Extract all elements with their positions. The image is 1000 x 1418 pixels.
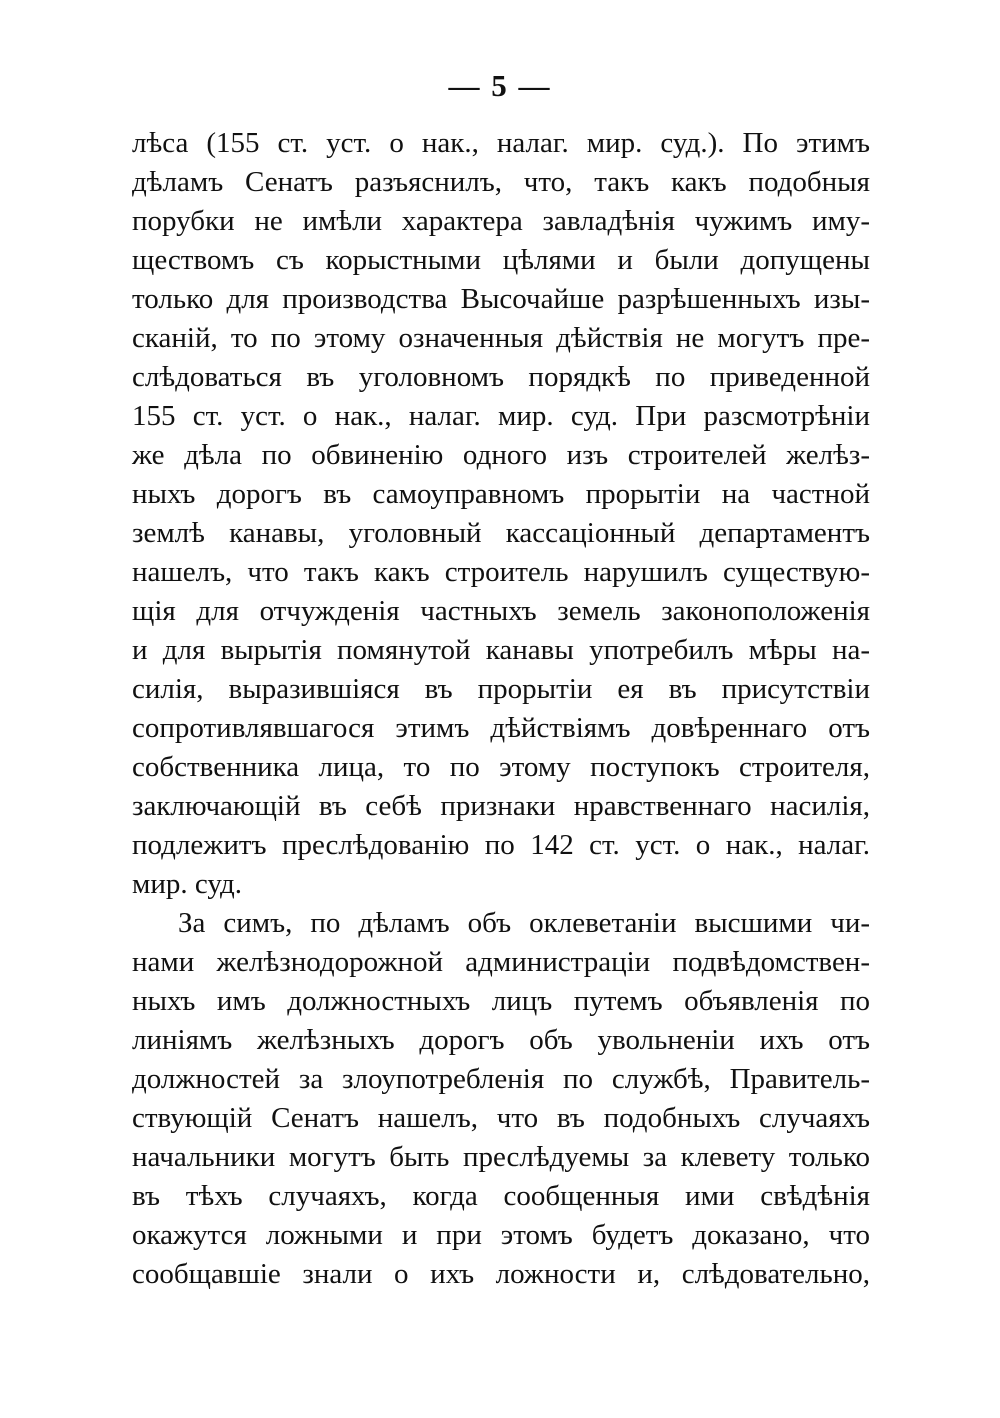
text-line: нашелъ, что такъ какъ строитель нарушилъ существую-	[132, 556, 870, 588]
text-line: силія, выразившіяся въ прорытіи ея въ присутствіи	[132, 673, 870, 705]
text-line: собственника лица, то по этому поступокъ строителя,	[132, 751, 870, 783]
text-line: окажутся ложными и при этомъ будетъ доказано, что	[132, 1219, 870, 1251]
text-line: въ тѣхъ случаяхъ, когда сообщенныя ими свѣдѣнія	[132, 1180, 870, 1212]
text-line: ныхъ имъ должностныхъ лицъ путемъ объявленія по	[132, 985, 870, 1017]
text-line: 155 ст. уст. о нак., налаг. мир. суд. При разсмотрѣніи	[132, 400, 870, 432]
text-line: землѣ канавы, уголовный кассаціонный департаментъ	[132, 517, 870, 549]
text-line: подлежитъ преслѣдованію по 142 ст. уст. о нак., налаг.	[132, 829, 870, 861]
text-line: должностей за злоупотребленія по службѣ, Правитель-	[132, 1063, 870, 1095]
text-line: слѣдоваться въ уголовномъ порядкѣ по приведенной	[132, 361, 870, 393]
text-line: лѣса (155 ст. уст. о нак., налаг. мир. суд.). По этимъ	[132, 127, 870, 159]
text-line: сопротивлявшагося этимъ дѣйствіямъ довѣреннаго отъ	[132, 712, 870, 744]
text-line: ствующій Сенатъ нашелъ, что въ подобныхъ случаяхъ	[132, 1102, 870, 1134]
text-line: же дѣла по обвиненію одного изъ строителей желѣз-	[132, 439, 870, 471]
text-line: только для производства Высочайше разрѣшенныхъ изы-	[132, 283, 870, 315]
text-line: ныхъ дорогъ въ самоуправномъ прорытіи на частной	[132, 478, 870, 510]
text-line: линіямъ желѣзныхъ дорогъ объ увольненіи ихъ отъ	[132, 1024, 870, 1056]
text-line: сканій, то по этому означенныя дѣйствія не могутъ пре-	[132, 322, 870, 354]
text-line: ществомъ съ корыстными цѣлями и были допущены	[132, 244, 870, 276]
text-line: начальники могутъ быть преслѣдуемы за клевету только	[132, 1141, 870, 1173]
text-line: дѣламъ Сенатъ разъяснилъ, что, такъ какъ подобныя	[132, 166, 870, 198]
paragraph-1	[132, 124, 870, 904]
text-line: порубки не имѣли характера завладѣнія чужимъ иму-	[132, 205, 870, 237]
text-line: заключающій въ себѣ признаки нравственнаго насилія,	[132, 790, 870, 822]
paragraph-2	[132, 904, 870, 1294]
text-line: мир. суд.	[132, 868, 243, 900]
text-line: сообщавшіе знали о ихъ ложности и, слѣдовательно,	[132, 1258, 870, 1290]
text-line: и для вырытія помянутой канавы употребилъ мѣры на-	[132, 634, 870, 666]
page-number: — 5 —	[448, 68, 552, 103]
text-line: щія для отчужденія частныхъ земель законоположенія	[132, 595, 870, 627]
text-line: За симъ, по дѣламъ объ оклеветаніи высшими чи-	[178, 907, 870, 939]
text-line: нами желѣзнодорожной администраціи подвѣдомствен-	[132, 946, 870, 978]
